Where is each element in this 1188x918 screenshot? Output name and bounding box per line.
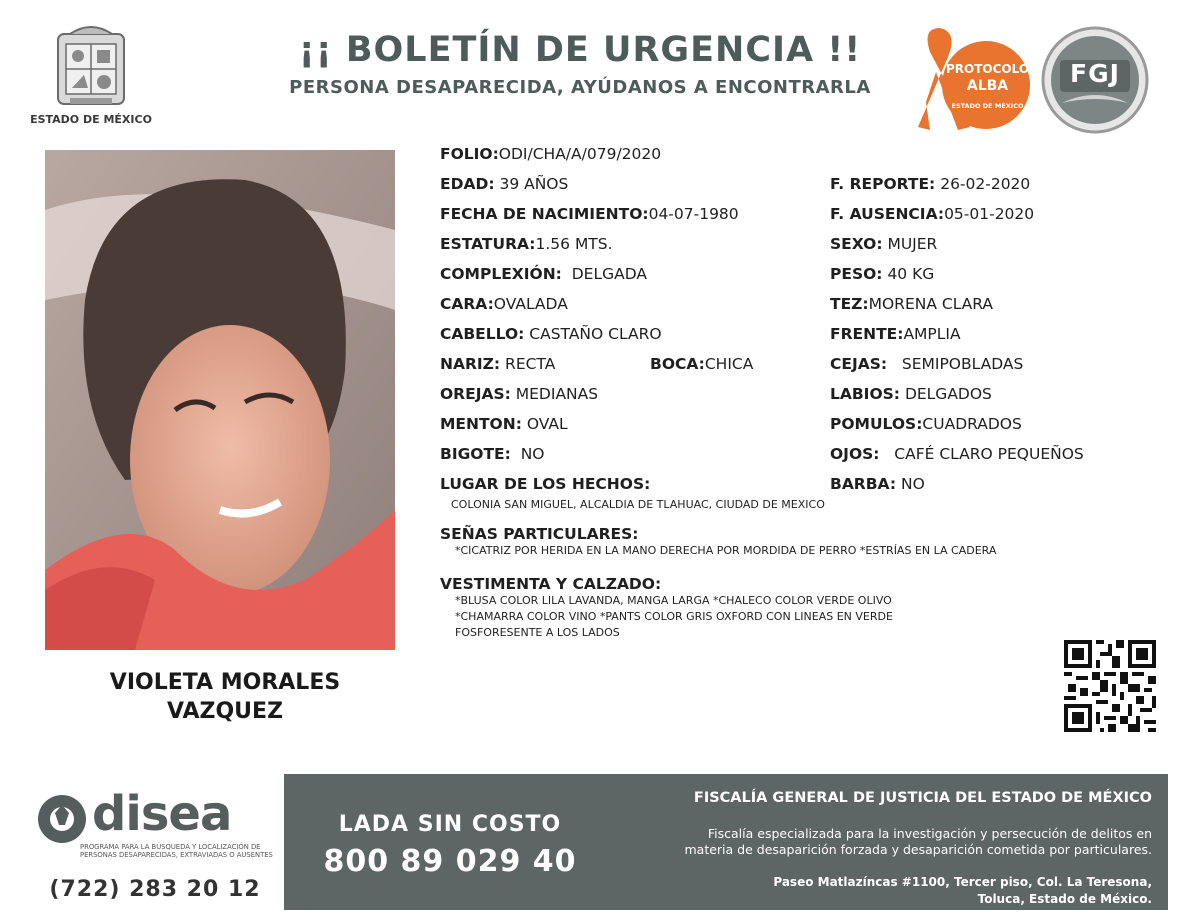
edad-value: 39 AÑOS	[499, 175, 569, 193]
fiscalia-description	[600, 826, 1152, 858]
cara-value: OVALADA	[493, 295, 568, 313]
ausencia-value: 05-01-2020	[944, 205, 1035, 223]
qr-code[interactable]	[1064, 640, 1156, 732]
field-barba	[830, 475, 925, 493]
fiscalia-name: FISCALÍA GENERAL DE JUSTICIA DEL ESTADO DE MÉXICO	[693, 790, 1152, 806]
field-orejas	[440, 385, 598, 403]
protocol-top: PROTOCOLO	[945, 62, 1030, 76]
state-label: ESTADO DE MÉXICO	[30, 113, 152, 126]
fiscalia-desc-line1: Fiscalía especializada para la investigación y persecución de delitos en	[707, 826, 1152, 841]
bigote-label: BIGOTE:	[440, 445, 511, 463]
field-cejas	[830, 355, 1023, 373]
field-labios	[830, 385, 992, 403]
tez-value: MORENA CLARA	[868, 295, 994, 313]
complexion-label: COMPLEXIÓN:	[440, 265, 562, 283]
ojos-value: CAFÉ CLARO PEQUEÑOS	[894, 445, 1084, 463]
field-cara	[440, 295, 568, 313]
bulletin-title: ¡¡ BOLETÍN DE URGENCIA !!	[298, 30, 862, 70]
ojos-label: OJOS:	[830, 445, 880, 463]
field-nacimiento	[440, 205, 739, 223]
field-complexion	[440, 265, 647, 283]
lugar-label: LUGAR DE LOS HECHOS:	[440, 475, 651, 493]
odisea-program: PROGRAMA PARA LA BÚSQUEDA Y LOCALIZACIÓN DE PERSONAS DESAPARECIDAS, EXTRAVIADAS O AUSENTES	[80, 843, 273, 859]
toll-free-number[interactable]: 800 89 029 40	[323, 844, 577, 879]
frente-label: FRENTE:	[830, 325, 904, 343]
bulletin-subtitle: PERSONA DESAPARECIDA, AYÚDANOS A ENCONTRARLA	[289, 77, 871, 98]
vestimenta-line2: *CHAMARRA COLOR VINO *PANTS COLOR GRIS OXFORD CON LINEAS EN VERDE	[455, 610, 893, 623]
contact-phone[interactable]: (722) 283 20 12	[49, 877, 261, 902]
field-pomulos	[830, 415, 1022, 433]
folio-label: FOLIO:	[440, 145, 499, 163]
boca-value: CHICA	[704, 355, 754, 373]
orejas-label: OREJAS:	[440, 385, 511, 403]
fiscalia-desc-line2: materia de desaparición forzada y desaparición cometida por particulares.	[684, 842, 1152, 857]
field-ojos	[830, 445, 1084, 463]
person-name-line1: VIOLETA MORALES	[109, 670, 341, 695]
odisea-wordmark: disea	[92, 786, 232, 842]
peso-label: PESO:	[830, 265, 883, 283]
field-peso	[830, 265, 934, 283]
sexo-label: SEXO:	[830, 235, 883, 253]
peso-value: 40 KG	[887, 265, 935, 283]
cabello-value: CASTAÑO CLARO	[529, 325, 662, 343]
tez-label: TEZ:	[830, 295, 869, 313]
fgj-logo: FGJ	[1070, 59, 1120, 88]
vestimenta-line1: *BLUSA COLOR LILA LAVANDA, MANGA LARGA *CHALECO COLOR VERDE OLIVO	[455, 594, 892, 607]
person-name	[60, 668, 390, 726]
field-edad	[440, 175, 568, 193]
senas-text: *CICATRIZ POR HERIDA EN LA MANO DERECHA POR MORDIDA DE PERRO *ESTRÍAS EN LA CADERA	[455, 544, 997, 557]
ausencia-label: F. AUSENCIA:	[830, 205, 945, 223]
field-lugar	[440, 475, 650, 493]
field-estatura	[440, 235, 613, 253]
bigote-value: NO	[520, 445, 545, 463]
field-frente	[830, 325, 961, 343]
lugar-value: COLONIA SAN MIGUEL, ALCALDIA DE TLAHUAC, CIUDAD DE MEXICO	[451, 498, 825, 511]
vestimenta-label: VESTIMENTA Y CALZADO:	[440, 575, 662, 593]
person-name-line2: VAZQUEZ	[166, 699, 284, 724]
frente-value: AMPLIA	[903, 325, 961, 343]
nacimiento-value: 04-07-1980	[648, 205, 739, 223]
barba-value: NO	[900, 475, 925, 493]
field-tez	[830, 295, 993, 313]
field-ausencia	[830, 205, 1034, 223]
field-sexo	[830, 235, 937, 253]
reporte-label: F. REPORTE:	[830, 175, 936, 193]
senas-label: SEÑAS PARTICULARES:	[440, 525, 639, 543]
state-seal-icon	[50, 20, 132, 110]
address-line2: Toluca, Estado de México.	[977, 892, 1152, 906]
cejas-value: SEMIPOBLADAS	[901, 355, 1024, 373]
field-bigote	[440, 445, 545, 463]
field-nariz	[440, 355, 555, 373]
field-menton	[440, 415, 568, 433]
pomulos-value: CUADRADOS	[922, 415, 1022, 433]
toll-free-label: LADA SIN COSTO	[338, 812, 562, 837]
field-reporte	[830, 175, 1030, 193]
reporte-value: 26-02-2020	[940, 175, 1031, 193]
person-photo	[45, 150, 395, 650]
cejas-label: CEJAS:	[830, 355, 888, 373]
address-line1: Paseo Matlazíncas #1100, Tercer piso, Col. La Teresona,	[773, 875, 1152, 889]
cabello-label: CABELLO:	[440, 325, 525, 343]
menton-label: MENTON:	[440, 415, 522, 433]
folio-value: ODI/CHA/A/079/2020	[498, 145, 662, 163]
pomulos-label: POMULOS:	[830, 415, 923, 433]
orejas-value: MEDIANAS	[515, 385, 599, 403]
field-cabello	[440, 325, 662, 343]
labios-value: DELGADOS	[904, 385, 992, 403]
sexo-value: MUJER	[887, 235, 938, 253]
labios-label: LABIOS:	[830, 385, 900, 403]
complexion-value: DELGADA	[571, 265, 647, 283]
fiscalia-address	[600, 874, 1152, 908]
protocol-state: ESTADO DE MÉXICO	[951, 102, 1024, 110]
field-folio	[440, 145, 661, 163]
estatura-label: ESTATURA:	[440, 235, 536, 253]
nariz-label: NARIZ:	[440, 355, 501, 373]
nariz-value: RECTA	[505, 355, 556, 373]
menton-value: OVAL	[526, 415, 568, 433]
barba-label: BARBA:	[830, 475, 897, 493]
edad-label: EDAD:	[440, 175, 495, 193]
nacimiento-label: FECHA DE NACIMIENTO:	[440, 205, 649, 223]
estatura-value: 1.56 MTS.	[535, 235, 613, 253]
protocol-main: ALBA	[966, 78, 1009, 94]
boca-label: BOCA:	[650, 355, 705, 373]
vestimenta-line3: FOSFORESENTE A LOS LADOS	[455, 626, 620, 639]
cara-label: CARA:	[440, 295, 494, 313]
field-boca	[650, 355, 753, 373]
